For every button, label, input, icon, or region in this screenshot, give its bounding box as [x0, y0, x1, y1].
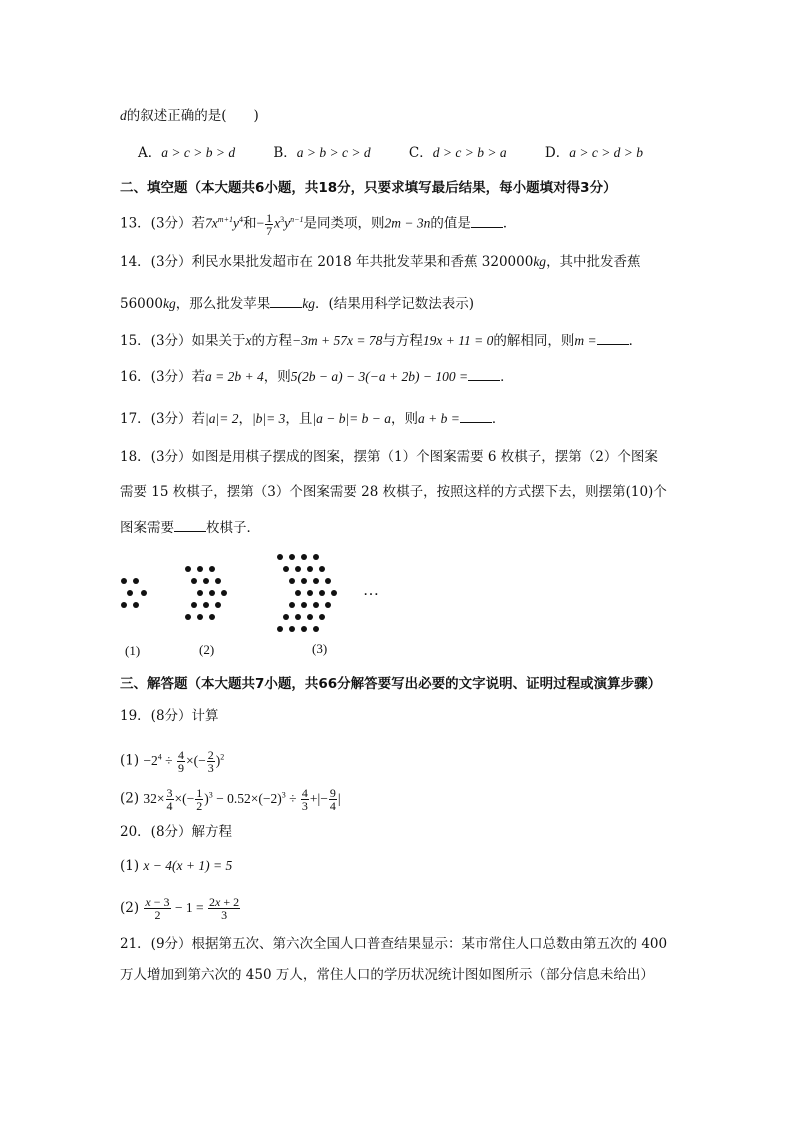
pattern-3-label: (3)	[312, 641, 328, 656]
q20-part2	[120, 892, 241, 924]
option-label: C．	[408, 145, 433, 161]
q13-fraction	[265, 212, 273, 237]
q15-x: x	[245, 333, 252, 348]
q15-text-b: 的方程	[251, 333, 293, 349]
q19-p1-expr: $-2^4$ ÷ $\frac{4}{9}$ ×(− $\frac{2}{3}$ )$^2$	[143, 747, 225, 775]
q16-end: ．	[500, 369, 514, 385]
answer-blank[interactable]	[460, 410, 492, 423]
q13-y1: y	[232, 215, 239, 231]
answer-blank[interactable]	[597, 332, 629, 345]
q20-p1-label: (1)	[120, 858, 140, 874]
q17-cond2: |b|= 3	[251, 411, 286, 426]
q15	[120, 331, 642, 351]
q21-line2: 万人增加到第六次的 450 万人，常住人口的学历状况统计图如图所示（部分信息未给出）	[120, 967, 654, 983]
pattern-3	[277, 554, 337, 632]
q19-p2-label: (2)	[120, 790, 140, 807]
q18-line3	[120, 518, 260, 538]
q18-line2: 需要 15 枚棋子，摆第（3）个图案需要 28 枚棋子，按照这样的方式摆下去，则摆第(10)个	[120, 484, 667, 500]
answer-blank[interactable]	[174, 519, 206, 532]
q13-target: 2m − 3n	[384, 215, 431, 231]
q12-options	[138, 143, 677, 163]
q16-condition: a = 2b + 4	[205, 369, 264, 384]
option-value: d > c > b > a	[432, 145, 507, 160]
q13-suffix: 的值是	[430, 215, 471, 232]
q12-option-c[interactable]	[409, 143, 507, 163]
q15-end: ．	[628, 333, 643, 349]
q13-y2: y	[284, 215, 291, 231]
q14-text1b: ，其中批发香蕉	[546, 254, 641, 270]
q15-eq2: 19x + 11 = 0	[422, 333, 494, 348]
pattern-2	[185, 566, 227, 620]
q17-cond1: |a|= 2	[205, 411, 239, 426]
q14-text2a: 56000	[120, 296, 163, 312]
q20-p2-label: (2)	[120, 900, 140, 916]
frac-numerator: 1	[266, 210, 273, 225]
q19-title: 19．(8分）计算	[120, 708, 219, 724]
q15-m: m =	[574, 333, 597, 348]
q16	[120, 367, 514, 387]
q13-end: ．	[502, 215, 517, 232]
q15-text-c: 与方程	[382, 333, 423, 349]
q13-prefix: 13．(3分）若	[120, 215, 206, 232]
q20-p2-expr: $\frac{x - 3}{2}$ − 1 = $\frac{2x + 2}{3}$	[145, 895, 240, 923]
q20-p1-expr: x − 4(x + 1) = 5	[143, 858, 233, 873]
q13-mid: 是同类项，则	[303, 215, 385, 232]
frac-denominator: 7	[266, 223, 273, 238]
pattern-2-label: (2)	[199, 642, 215, 657]
q14-unit: kg	[533, 254, 547, 269]
q12-stem	[120, 106, 259, 126]
q17-text-b: ，且	[285, 411, 313, 427]
q13-exp3: n−1	[290, 215, 304, 224]
q15-text-d: 的解相同，则	[493, 333, 575, 349]
q13-neg: −	[256, 215, 265, 231]
q14-text2b: ，那么批发苹果	[175, 296, 271, 312]
q19-part2	[120, 780, 341, 814]
option-value: a > c > b > d	[161, 145, 236, 160]
pattern-ellipsis: …	[363, 582, 379, 599]
q14-text2c: ．(结果用科学记数法表示)	[314, 296, 474, 312]
option-value: a > c > d > b	[569, 145, 644, 160]
q12-option-b[interactable]	[273, 143, 370, 163]
pattern-1-label: (1)	[125, 643, 141, 658]
answer-blank[interactable]	[471, 215, 503, 228]
q18-text3a: 图案需要	[120, 520, 174, 536]
pattern-1	[121, 578, 147, 608]
q17-end: ．	[491, 411, 506, 427]
q17-expression: a + b =	[418, 411, 460, 426]
option-label: A．	[138, 145, 162, 161]
q17	[120, 409, 505, 429]
q17-text-c: ，则	[391, 411, 419, 427]
q13-term1: 7x	[205, 215, 218, 231]
q12-option-a[interactable]	[138, 143, 235, 163]
section2-title: 二、填空题（本大题共6小题，共18分，只要求填写最后结果，每小题填对得3分）	[120, 180, 617, 196]
q19-p2-expr: 32× $\frac{3}{4}$ ×(− $\frac{1}{2}$ )$^3 - 0.52\times(-2)^3$ ÷ $\frac{4}{3}$ +|− $\frac{9}{4}$ |	[143, 785, 341, 813]
q20-part1	[120, 856, 232, 876]
q14-unit2: kg	[162, 296, 176, 311]
q14-line1	[120, 252, 641, 272]
q14-text1: 14．(3分）利民水果批发超市在 2018 年共批发苹果和香蕉 320000	[120, 254, 534, 270]
q16-text-a: 16．(3分）若	[120, 369, 206, 385]
answer-blank[interactable]	[270, 295, 302, 308]
q12-var: d	[120, 108, 127, 123]
q12-option-d[interactable]	[545, 143, 643, 163]
q19-part1	[120, 742, 224, 776]
q19-p1-label: (1)	[120, 752, 140, 769]
q14-line2	[120, 294, 474, 314]
q17-cond3: |a − b|= b − a	[312, 411, 392, 426]
q13-exp1: m+1	[217, 215, 233, 224]
q18-figure	[0, 545, 794, 655]
q13-exp2: 3	[280, 215, 285, 224]
q12-text: 的叙述正确的是( )	[126, 108, 259, 124]
q17-text-a: 17．(3分）若	[120, 411, 206, 427]
q15-text-a: 15．(3分）如果关于	[120, 333, 246, 349]
answer-blank[interactable]	[468, 368, 500, 381]
q17-sep: ，	[238, 411, 252, 427]
q15-eq1: −3m + 57x = 78	[292, 333, 383, 348]
option-label: B．	[273, 145, 297, 161]
q21-line1: 21．(9分）根据第五次、第六次全国人口普查结果显示：某市常住人口总数由第五次的 400	[120, 936, 668, 952]
q18-line1: 18．(3分）如图是用棋子摆成的图案，摆第（1）个图案需要 6 枚棋子，摆第（2）个图案	[120, 449, 658, 465]
q13-term2: x	[274, 215, 281, 231]
q13-exp-y: 4	[238, 215, 243, 224]
q20-title: 20．(8分）解方程	[120, 824, 233, 840]
q18-text3b: 枚棋子．	[206, 520, 260, 536]
q16-expression: 5(2b − a) − 3(−a + 2b) − 100 =	[290, 369, 469, 384]
option-value: a > b > c > d	[296, 145, 371, 160]
section3-title: 三、解答题（本大题共7小题，共66分解答要写出必要的文字说明、证明过程或演算步骤）	[120, 676, 662, 692]
q14-unit3: kg	[302, 296, 315, 311]
q13-and: 和	[242, 215, 257, 232]
q16-text-b: ，则	[263, 369, 291, 385]
q13	[120, 210, 516, 237]
option-label: D．	[544, 145, 570, 161]
